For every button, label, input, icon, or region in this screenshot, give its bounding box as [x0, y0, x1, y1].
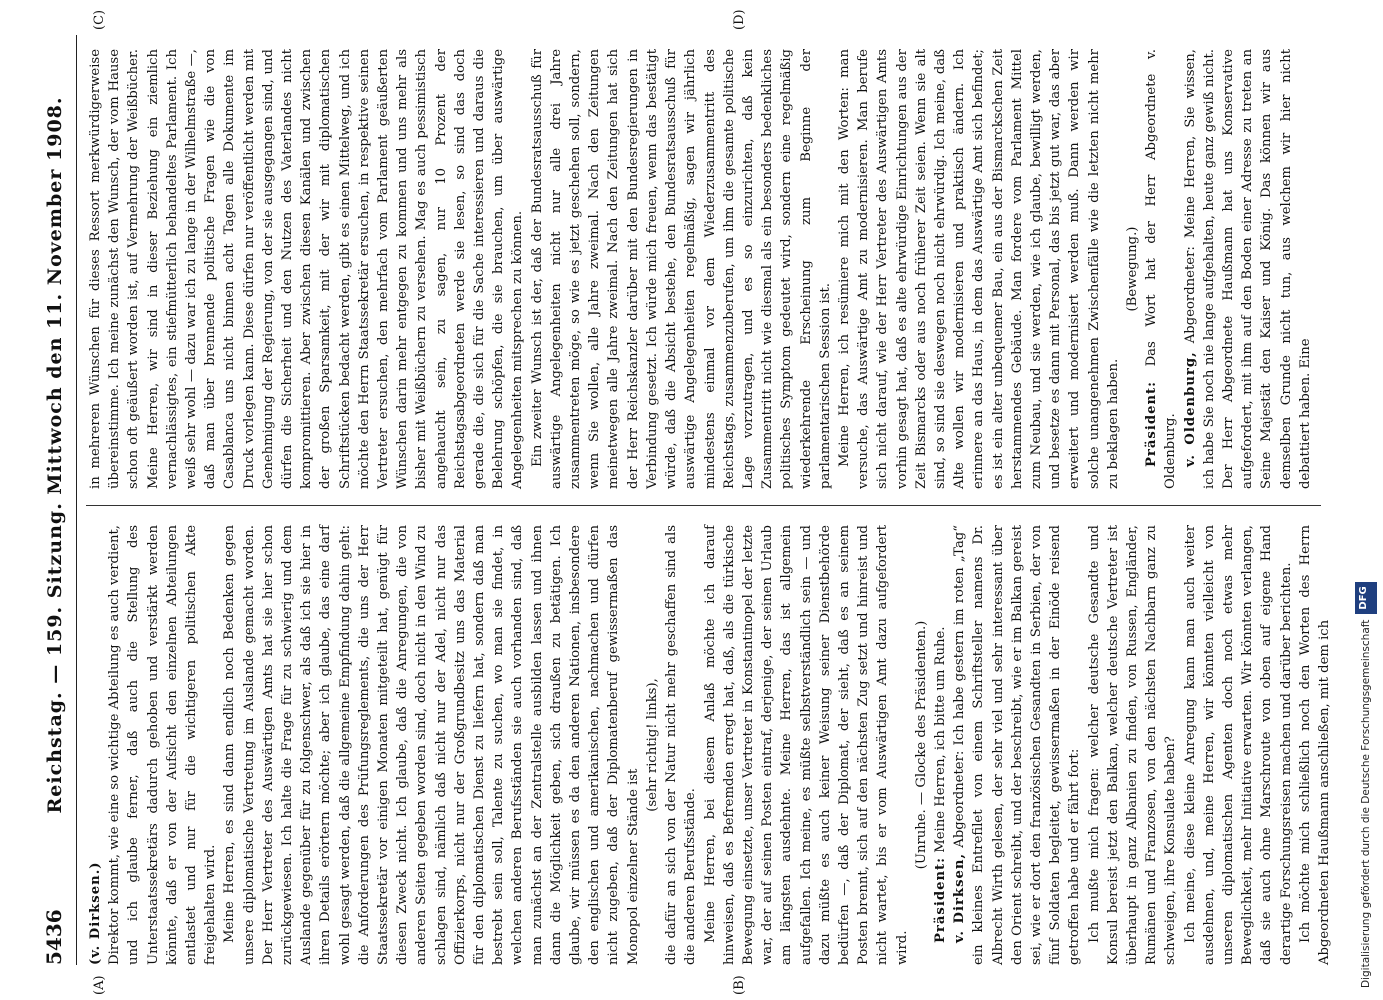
page-header — [42, 35, 76, 965]
digitization-note — [1355, 8, 1377, 988]
margin-marker-b: (B) — [732, 975, 747, 995]
paragraph: Ich meine, diese kleine Anregung kann man auch weiter ausdehnen, und, meine Herren, wir könnten vielleicht von unseren diplomatischen Agenten doch noch etwas mehr Beweglichkeit, mehr Initiative erwarten. Wir könnten verlangen, daß sie auch ohne Marschroute von oben auf eigene Hand derartige Forschungsreisen machen und darüber berichten. — [1182, 525, 1294, 965]
speaker-intro: v. Oldenburg, Abgeordneter: Meine Herren, Sie wissen, ich habe Sie noch nie lange aufgehalten, heute ganz gewiß nicht. Der Herr Abgeordnete Haußmann hat uns Konservative aufgefordert, mit ihm auf den Boden einer Adresse zu treten an Seine Majestät den Kaiser und König. Das können wir aus demselben Grunde nicht tun, aus welchem wir hier nicht debattiert haben. Eine — [1182, 49, 1313, 489]
reaction-note: (Bewegung.) — [1124, 226, 1140, 312]
paragraph: in mehreren Wünschen für dieses Ressort merkwürdigerweise übereinstimme. Ich meine zunächst den Wunsch, der vom Hause schon oft geäußert worden ist, auf Vermehrung der Weißbücher. Meine Herren, wir sind in dieser Beziehung ein ziemlich vernachlässigtes, ein stiefmütterlich behandeltes Parlament. Ich weiß sehr wohl — dazu war ich zu lange in der Wilhelmstraße —, daß man über brennende politische Fragen wie die von Casablanca uns nicht binnen acht Tagen alle Dokumente im Druck vorlegen kann. Diese dürfen nur veröffentlicht werden mit Genehmigung der Regierung, von der sie ausgegangen sind, und dürfen die Sicherheit und den Nutzen des Vaterlandes nicht kompromittieren. Aber zwischen diesen Kanälen und zwischen der großen Sparsamkeit, mit der wir mit diplomatischen Schriftstücken bedacht werden, gibt es einen Mittelweg, und ich möchte den Herrn Staatssekretär ersuchen, in respektive seinen Vertreter ersuchen, den mehrfach vom Parlament geäußerten Wünschen darin mehr entgegen zu kommen und uns mehr als bisher mit Weißbüchern zu versehen. Mag es auch pessimistisch angehaucht sein, zu sagen, nur 10 Prozent der Reichstagsabgeordneten werde sie lesen, so sind das doch gerade die, die sich für die Sache interessieren und daraus die Belehrung schöpfen, die sie brauchen, um über auswärtige Angelegenheiten mitsprechen zu können. — [88, 49, 526, 489]
margin-marker-c: (C) — [92, 9, 107, 30]
quotation: Ich mußte mich fragen: welcher deutsche Gesandte und Konsul bereist jetzt den Balkan, welcher deutsche Vertreter ist überhaupt in ganz Albanien zu finden, von Russen, Engländer, Rumänen und Franzosen, von den nächsten Nachbarn ganz zu schweigen, ihre Konsulate haben? — [1086, 525, 1179, 965]
document-page — [42, 9, 1332, 995]
paragraph: die dafür an sich von der Natur nicht mehr geschaffen sind als die anderen Berufsstände. — [664, 525, 699, 965]
right-column — [86, 49, 1315, 489]
president-remark: Präsident: Das Wort hat der Herr Abgeordnete v. Oldenburg. — [1144, 49, 1179, 489]
header-rule — [76, 35, 77, 965]
margin-marker-d: (D) — [732, 9, 747, 30]
paragraph: Meine Herren, bei diesem Anlaß möchte ich darauf hinweisen, daß es Befremden erregt hat, daß, als die türkische Bewegung einsetzte, unser Vertreter in Konstantinopel der letzte war, der auf seinen Posten eintraf, derjenige, der seinen Urlaub am längsten ausdehnte. Meine Herren, das ist allgemein aufgefallen. Ich meine, es müßte selbstverständlich sein — und dazu müßte es auch keiner Weisung seiner Dienstbehörde bedürfen —, daß der Diplomat, der sieht, daß es an seinem Posten brennt, sich auf den nächsten Zug setzt und hinreist und nicht wartet, bis er vom Auswärtigen Amt dazu aufgefordert wird. — [702, 525, 910, 965]
page-number: 5436 — [42, 909, 66, 965]
left-column — [86, 525, 1334, 965]
paragraph: Direktor kommt, wie eine so wichtige Abteilung es auch verdient, und ich glaube ferner, daß auch die Stellung des Unterstaatssekretärs dadurch gehoben und verstärkt werden könnte, daß er von der Aufsicht den einzelnen Abteilungen entlastet und nur für die wichtigeren politischen Akte freigehalten wird. — [107, 525, 219, 965]
paragraph: Ich möchte mich schließlich noch den Worten des Herrn Abgeordneten Haußmann anschließen, mit dem ich — [1297, 525, 1332, 965]
margin-marker-a: (A) — [92, 975, 107, 995]
reaction-note: (sehr richtig! links), — [644, 678, 660, 812]
paragraph: Meine Herren, ich resümiere mich mit den Worten: man versuche, das Auswärtige Amt zu modernisieren. Man berufe sich nicht darauf, wie der Herr Vertreter des Auswärtigen Amts vorhin gesagt hat, daß es alte ehrwürdige Einrichtungen aus der Zeit Bismarcks oder aus noch früherer Zeit seien. Wenn sie alt sind, so sind sie deswegen noch nicht ehrwürdig. Ich meine, daß Alte wollen wir modernisieren und praktisch ändern. Ich erinnere an das Haus, in dem das Auswärtige Amt sich befindet; es ist ein alter unbequemer Bau, ein aus der Bismarckschen Zeit herstammendes Gebäude. Man fordere vom Parlament Mittel zum Neubau, und sie werden, wie ich glaube, bewilligt werden, und besetze es dann mit Personal, das bis jetzt gut war, das aber erweitert und modernisiert werden muß. Dann werden wir solche unangenehmen Zwischenfälle wie die letzten nicht mehr zu beklagen haben. — [836, 49, 1121, 489]
president-remark: Präsident: Meine Herren, ich bitte um Ruhe. — [932, 626, 948, 943]
paragraph: Meine Herren, es sind dann endlich noch Bedenken gegen unsere diplomatische Vertretung im Auslande gemacht worden. Der Herr Vertreter des Auswärtigen Amts hat sie hier schon zurückgewiesen. Ich halte die Frage für zu schwierig und dem Auslande gegenüber für zu folgenschwer, als daß ich sie hier in ihren Details erörtern möchte; aber ich glaube, das eine darf wohl gesagt werden, daß die allgemeine Empfindung dahin geht: die Anforderungen des Prüfungsreglements, die uns der Herr Staatssekretär vor einigen Monaten mitgeteilt hat, genügt für diesen Zweck nicht. Ich glaube, daß die Anregungen, die von anderen Seiten gegeben worden sind, doch nicht in den Wind zu schlagen sind, nämlich daß nicht nur der Adel, nicht nur das Offizierkorps, nicht nur der Großgrundbesitz uns das Material für den diplomatischen Dienst zu liefern hat, sondern daß man bestrebt sein soll, Talente zu suchen, wo man sie findet, in welchen anderen Berufsständen sie auch vorhanden sind, daß man zunächst an der Zentralstelle ausbilden lassen und ihnen dann die Möglichkeit geben, sich draußen zu betätigen. Ich glaube, wir müssen es da den anderen Nationen, insbesondere den englischen und amerikanischen, nachmachen und dürfen nicht zugeben, daß der Diplomatenberuf gewissermaßen das Monopol einzelner Stände ist — [222, 525, 641, 965]
column-divider — [86, 505, 1321, 506]
funding-note: Digitalisierung gefördert durch die Deutsche Forschungsgemeinschaft — [1360, 619, 1372, 988]
page-title: Reichstag. — 159. Sitzung. Mittwoch den 11. November 1908. — [44, 96, 66, 814]
dfg-logo: DFG — [1355, 582, 1377, 613]
paragraph: Ein zweiter Wunsch ist der, daß der Bundesratsausschuß für auswärtige Angelegenheiten nicht nur alle drei Jahre zusammentreten möge, so wie es jetzt geschehen soll, sondern, wenn Sie wollen, alle Jahre zweimal. Nach den Zeitungen meinetwegen alle Jahre zweimal. Nach den Zeitungen hat sich der Herr Reichskanzler darüber mit den Bundesregierungen in Verbindung gesetzt. Ich würde mich freuen, wenn das bestätigt würde, daß die Absicht bestehe, den Bundesratsausschuß für auswärtige Angelegenheiten regelmäßig, sagen wir jährlich mindestens einmal vor dem Wiederzusammentritt des Reichstags, zusammenzuberufen, um ihm die gesamte politische Lage vorzutragen, und es so einzurichten, daß kein Zusammentritt nicht wie diesmal als ein besonders bedenkliches politisches Symptom gedeutet wird, sondern eine regelmäßig wiederkehrende Erscheinung zum Beginne der parlamentarischen Session ist. — [529, 49, 833, 489]
digitization-sidebar — [1355, 8, 1377, 988]
speaker-intro: v. Dirksen, Abgeordneter: Ich habe gestern im roten „Tag“ ein kleines Entrefilet von einem Schriftsteller namens Dr. Albrecht Wirth gelesen, der sehr viel und sehr interessant über den Orient schreibt, und der beschreibt, wie er im Balkan gereist sei, wie er dort den französischen Gesandten in Serbien, der von fünf Soldaten begleitet, gewissermaßen in der Einöde reisend getroffen habe und er fährt fort: — [952, 525, 1083, 965]
speaker-continuation: (v. Dirksen.) — [88, 861, 103, 965]
reaction-note: (Unruhe. — Glocke des Präsidenten.) — [913, 620, 929, 870]
